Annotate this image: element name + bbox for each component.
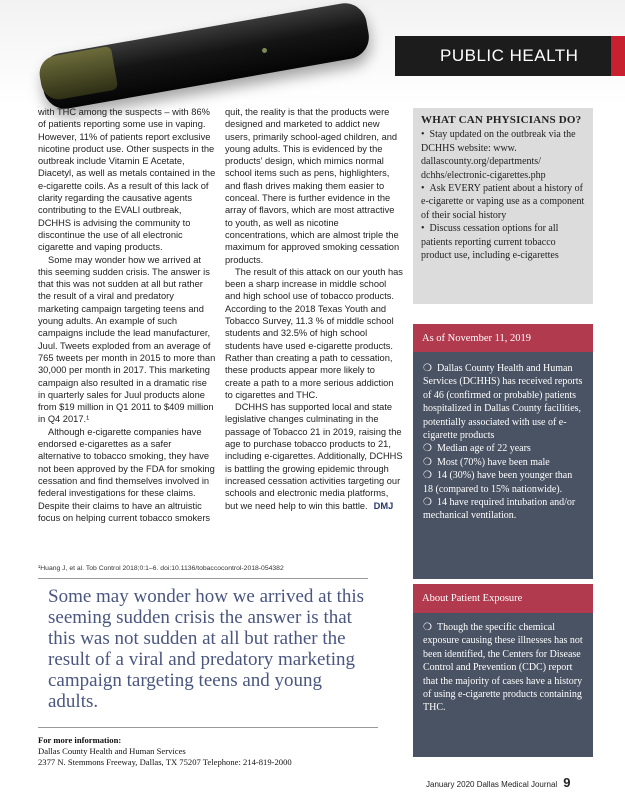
list-item: • Discuss cessation options for all patients reporting current tobacco product use, including e-cigarettes [421,222,585,262]
physicians-box [413,108,593,304]
pull-quote: Some may wonder how we arrived at this seeming sudden crisis the answer is that this was not sudden at all but rather the result of a viral and predatory marketing campaign targeting teens and young adults. [48,586,365,712]
circle-bullet-icon: ❍ [423,456,432,468]
list-item [423,362,583,442]
paragraph: quit, the reality is that the products were designed and marketed to addict new users, primarily school-aged children, and young adults. This is evidenced by the products' design, which mimics normal school items such as pens, highlighters, and flash drives making them easier to conceal. There is further evidence in the array of flavors, which are most attractive to youth, as well as nicotine concentrations, which are almost triple the maximum for approved smoking cessation products. [225,107,400,265]
list-item-text: 14 have required intubation and/or mechanical ventilation. [423,497,576,522]
list-item [423,496,583,523]
article-column-1 [38,106,216,524]
paragraph: with THC among the suspects – with 86% of patients reporting some use in vaping. However, 11% of patients report exclusive nicotine product use. Other suspects in the outbreak include Vitamin E Acetate, Diacetyl, as well as metals contained in the e-cigarette coils. As a result of this lack of clarity regarding the causative agents contributing to the EVALI outbreak, DCHHS is advising the community to discontinue the use of all electronic cigarette and vaping products. [38,107,216,253]
exposure-text-content: Though the specific chemical exposure causing these illnesses has not been identified, the Centers for Disease Control and Prevention (CDC) report that the majority of cases have a history of using e-cigarette products containing THC. [423,622,583,714]
paragraph: The result of this attack on our youth has been a sharp increase in middle school and high school use of tobacco products. According to the 2018 Texas Youth and Tobacco Survey, 11.3 % of middle school students and 32.5% of high school students have used e-cigarette products. Rather than creating a path to cessation, these products appear more likely to create a path to a more serious addiction to cigarettes and THC. [225,266,403,400]
page-footer [426,775,616,790]
circle-bullet-icon: ❍ [423,470,432,482]
exposure-box [413,613,593,757]
physicians-list [421,128,585,262]
exposure-text [423,621,583,715]
paragraph: Although e-cigarette companies have endorsed e-cigarettes as a safer alternative to tobacco smoking, they have not been approved by the FDA for smoking cessation and find themselves involved in federal investigations for these claims. Despite their claims to have an altruistic focus on helping current tobacco smokers [38,426,215,523]
contact-label: For more information: [38,735,122,745]
banner-accent [611,36,625,76]
list-item [423,442,583,455]
circle-bullet-icon: ❍ [423,363,432,374]
list-item-text: Median age of 22 years [436,443,531,455]
section-banner: PUBLIC HEALTH [395,36,611,76]
list-item [423,469,583,496]
article-column-2 [225,106,403,512]
list-item: • Stay updated on the outbreak via the DCHHS website: www. dallascounty.org/departments/ dchhs/electronic-cigarettes.php [421,128,585,182]
divider [38,578,368,579]
paragraph: Some may wonder how we arrived at this seeming sudden crisis. The answer is that this was not sudden at all but rather the result of a viral and predatory marketing campaign targeting teens and young adults. An example of such campaigns include the lead manufacturer, Juul. Tweets exploded from an average of 765 tweets per month in 2015 to more than 30,000 per month in 2017. This marketing campaign also resulted in a dramatic rise in quarterly sales for Juul products alone from $19 million in Q1 2011 to $409 million in Q4 2017.¹ [38,254,216,425]
list-item-text: Dallas County Health and Human Services (DCHHS) has received reports of 46 (confirmed or probable) patients hospitalized in Dallas County facilities, potentially associated with use of e-cigarette products [423,363,583,442]
list-item-text: Most (70%) have been male [436,456,550,468]
footnote: ¹Huang J, et al. Tob Control 2018;0:1–6. doi:10.1136/tobaccocontrol-2018-054382 [38,565,284,572]
circle-bullet-icon: ❍ [423,497,432,509]
physicians-title: WHAT CAN PHYSICIANS DO? [421,114,582,126]
contact-address: 2377 N. Stemmons Freeway, Dallas, TX 75207 Telephone: 214-819-2000 [38,757,292,767]
issue-label: January 2020 Dallas Medical Journal [426,780,558,789]
circle-bullet-icon: ❍ [423,443,432,455]
list-item: • Ask EVERY patient about a history of e-cigarette or vaping use as a component of their social history [421,182,585,222]
contact-info [38,735,398,768]
e-cigarette-led [262,48,267,53]
list-item-text: 14 (30%) have been younger than 18 (compared to 15% nationwide). [423,470,573,495]
divider [38,727,378,728]
exposure-header: About Patient Exposure [413,584,593,613]
november-stats-box [413,352,593,579]
contact-org: Dallas County Health and Human Services [38,746,186,756]
signature: DMJ [373,500,394,511]
paragraph-text: DCHHS has supported local and state legislative changes culminating in the passage of Tobacco 21 in 2019, raising the age to purchase tobacco products to 21, including e-cigarettes. Additionally, DCHHS is battling the growing epidemic through increased cessation activities targeting our schools and electronic media platforms, but we need help to win this battle. [225,402,403,511]
circle-bullet-icon: ❍ [423,622,432,633]
paragraph-last [225,401,403,512]
page-number: 9 [563,775,571,790]
november-header: As of November 11, 2019 [413,324,593,352]
list-item [423,456,583,469]
